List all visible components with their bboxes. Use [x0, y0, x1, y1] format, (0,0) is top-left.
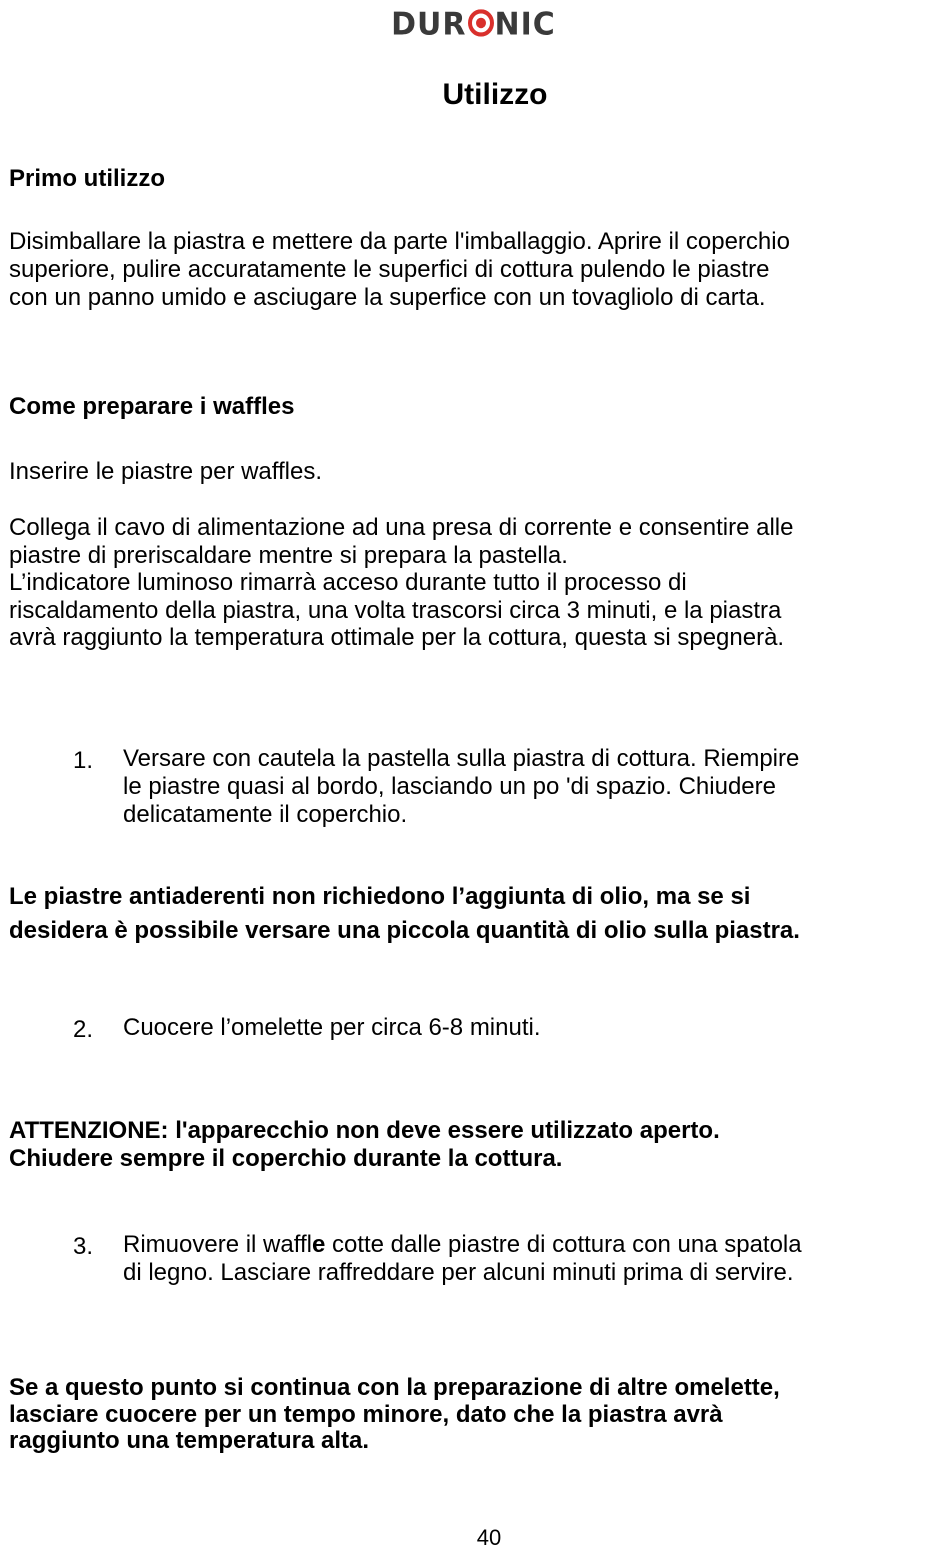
section-heading-waffles: Come preparare i waffles — [9, 393, 295, 420]
logo-text-left: DUR — [391, 6, 467, 43]
oil-note-line-2: desidera è possibile versare una piccola quantità di olio sulla piastra. — [9, 917, 800, 944]
waffles-line-1: Collega il cavo di alimentazione ad una presa di corrente e consentire alle — [9, 514, 794, 541]
step-3-line-1-bold: e — [311, 1231, 326, 1258]
page-number: 40 — [476, 1525, 502, 1550]
waffles-line-4: riscaldamento della piastra, una volta trascorsi circa 3 minuti, e la piastra — [9, 596, 782, 624]
step-3-line-1 — [123, 1231, 933, 1259]
final-note-line-1: Se a questo punto si continua con la preparazione di altre omelette, — [9, 1374, 780, 1401]
warning-line-1: ATTENZIONE: l'apparecchio non deve essere utilizzato aperto. — [9, 1117, 720, 1144]
waffles-line-2: piastre di preriscaldare mentre si prepara la pastella. — [9, 541, 568, 569]
logo-text-right: NIC — [494, 6, 556, 43]
final-note-line-3: raggiunto una temperatura alta. — [9, 1427, 370, 1454]
section-heading-primo-utilizzo: Primo utilizzo — [9, 165, 165, 192]
waffles-insert-text: Inserire le piastre per waffles. — [9, 458, 323, 485]
power-icon-core — [476, 17, 486, 28]
step-number: 1. — [73, 747, 94, 774]
step-1-line-1: Versare con cautela la pastella sulla piastra di cottura. Riempire — [123, 745, 800, 772]
step-1-line-3: delicatamente il coperchio. — [123, 801, 408, 828]
step-3-line-2: di legno. Lasciare raffreddare per alcuni minuti prima di servire. — [123, 1259, 794, 1286]
brand-logo — [0, 5, 947, 43]
final-note — [9, 1375, 947, 1455]
warning-note — [9, 1117, 947, 1173]
warning-line-2: Chiudere sempre il coperchio durante la cottura. — [9, 1145, 563, 1172]
step-1-line-2: le piastre quasi al bordo, lasciando un po 'di spazio. Chiudere — [123, 773, 776, 800]
oil-note-line-1: Le piastre antiaderenti non richiedono l’aggiunta di olio, ma se si — [9, 883, 751, 910]
step-2-line-1: Cuocere l’omelette per circa 6-8 minuti. — [123, 1014, 541, 1041]
primo-line-3: con un panno umido e asciugare la superfice con un tovagliolo di carta. — [9, 284, 766, 311]
step-number: 3. — [73, 1233, 94, 1260]
waffles-line-5: avrà raggiunto la temperatura ottimale per la cottura, questa si spegnerà. — [9, 624, 785, 651]
final-note-line-2: lasciare cuocere per un tempo minore, dato che la piastra avrà — [9, 1400, 723, 1428]
step-3-line-1-end: cotte dalle piastre di cottura con una spatola — [325, 1231, 802, 1258]
step-text — [123, 745, 933, 829]
step-3-line-1-start: Rimuovere il waffl — [123, 1231, 312, 1258]
primo-line-1: Disimballare la piastra e mettere da parte l'imballaggio. Aprire il coperchio — [9, 228, 790, 255]
step-text — [123, 1014, 933, 1042]
step-text — [123, 1231, 933, 1287]
primo-paragraph — [9, 228, 941, 312]
waffles-line-3: L’indicatore luminoso rimarrà acceso durante tutto il processo di — [9, 569, 687, 596]
step-number: 2. — [73, 1016, 94, 1043]
primo-line-2: superiore, pulire accuratamente le superfici di cottura pulendo le piastre — [9, 256, 770, 283]
waffles-paragraph — [9, 514, 941, 652]
power-icon — [468, 9, 494, 36]
oil-note — [9, 883, 947, 945]
page-title: Utilizzo — [442, 78, 548, 111]
